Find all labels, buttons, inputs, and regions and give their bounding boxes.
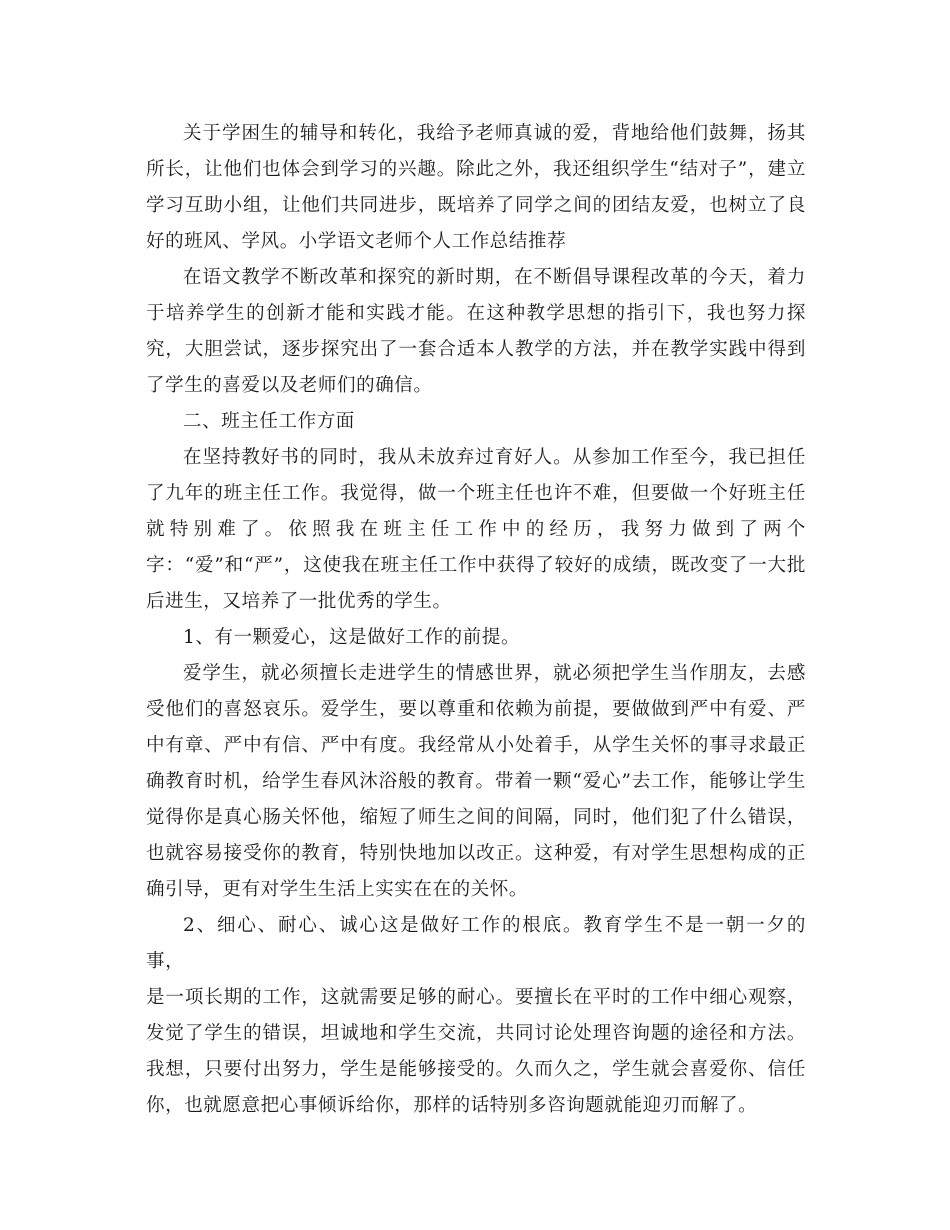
point-heading-loving-heart: 1、有一颗爱心，这是做好工作的前提。 — [183, 627, 521, 648]
paragraph-class-teacher-experience: 在坚持教好书的同时，我从未放弃过育好人。从参加工作至今，我已担任了九年的班主任工作。我觉得，做一个班主任也许不难，但要做一个好班主任就特别难了。依照我在班主任工作中的经历，我努力做到了两个字：“爱”和“严”，这使我在班主任工作中获得了较好的成绩，既改变了一大批后进生，又培养了一批优秀的学生。 — [146, 447, 806, 612]
paragraph-loving-students: 爱学生，就必须擅长走进学生的情感世界，就必须把学生当作朋友，去感受他们的喜怒哀乐。爱学生，要以尊重和依赖为前提，要做做到严中有爱、严中有章、严中有信、严中有度。我经常从小处着手，从学生关怀的事寻求最正确教育时机，给学生春风沐浴般的教育。带着一颗“爱心”去工作，能够让学生觉得你是真心肠关怀他，缩短了师生之间的间隔，同时，他们犯了什么错误，也就容易接受你的教育，特别快地加以改正。这种爱，有对学生思想构成的正确引导，更有对学生生活上实实在在的关怀。 — [146, 663, 806, 900]
paragraph-tutoring-struggling-students: 关于学困生的辅导和转化，我给予老师真诚的爱，背地给他们鼓舞，扬其所长，让他们也体会到学习的兴趣。除此之外，我还组织学生“结对子”，建立学习互助小组，让他们共同进步，既培养了同学之间的团结友爱，也树立了良好的班风、学风。小学语文老师个人工作总结推荐 — [146, 123, 806, 252]
point-heading-patience: 2、细心、耐心、诚心这是做好工作的根底。教育学生不是一朝一夕的事， — [146, 915, 806, 972]
paragraph-patience-continued: 是一项长期的工作，这就需要足够的耐心。要擅长在平时的工作中细心观察，发觉了学生的错误，坦诚地和学生交流，共同讨论处理咨询题的途径和方法。我想，只要付出努力，学生是能够接受的。久而久之，学生就会喜爱你、信任你，也就愿意把心事倾诉给你，那样的话特别多咨询题就能迎刃而解了。 — [146, 987, 806, 1116]
paragraph-chinese-teaching-reform: 在语文教学不断改革和探究的新时期，在不断倡导课程改革的今天，着力于培养学生的创新才能和实践才能。在这种教学思想的指引下，我也努力探究，大胆尝试，逐步探究出了一套合适本人教学的方法，并在教学实践中得到了学生的喜爱以及老师们的确信。 — [146, 267, 806, 396]
document-body — [146, 116, 806, 1124]
section-heading-class-teacher-work: 二、班主任工作方面 — [183, 411, 355, 432]
